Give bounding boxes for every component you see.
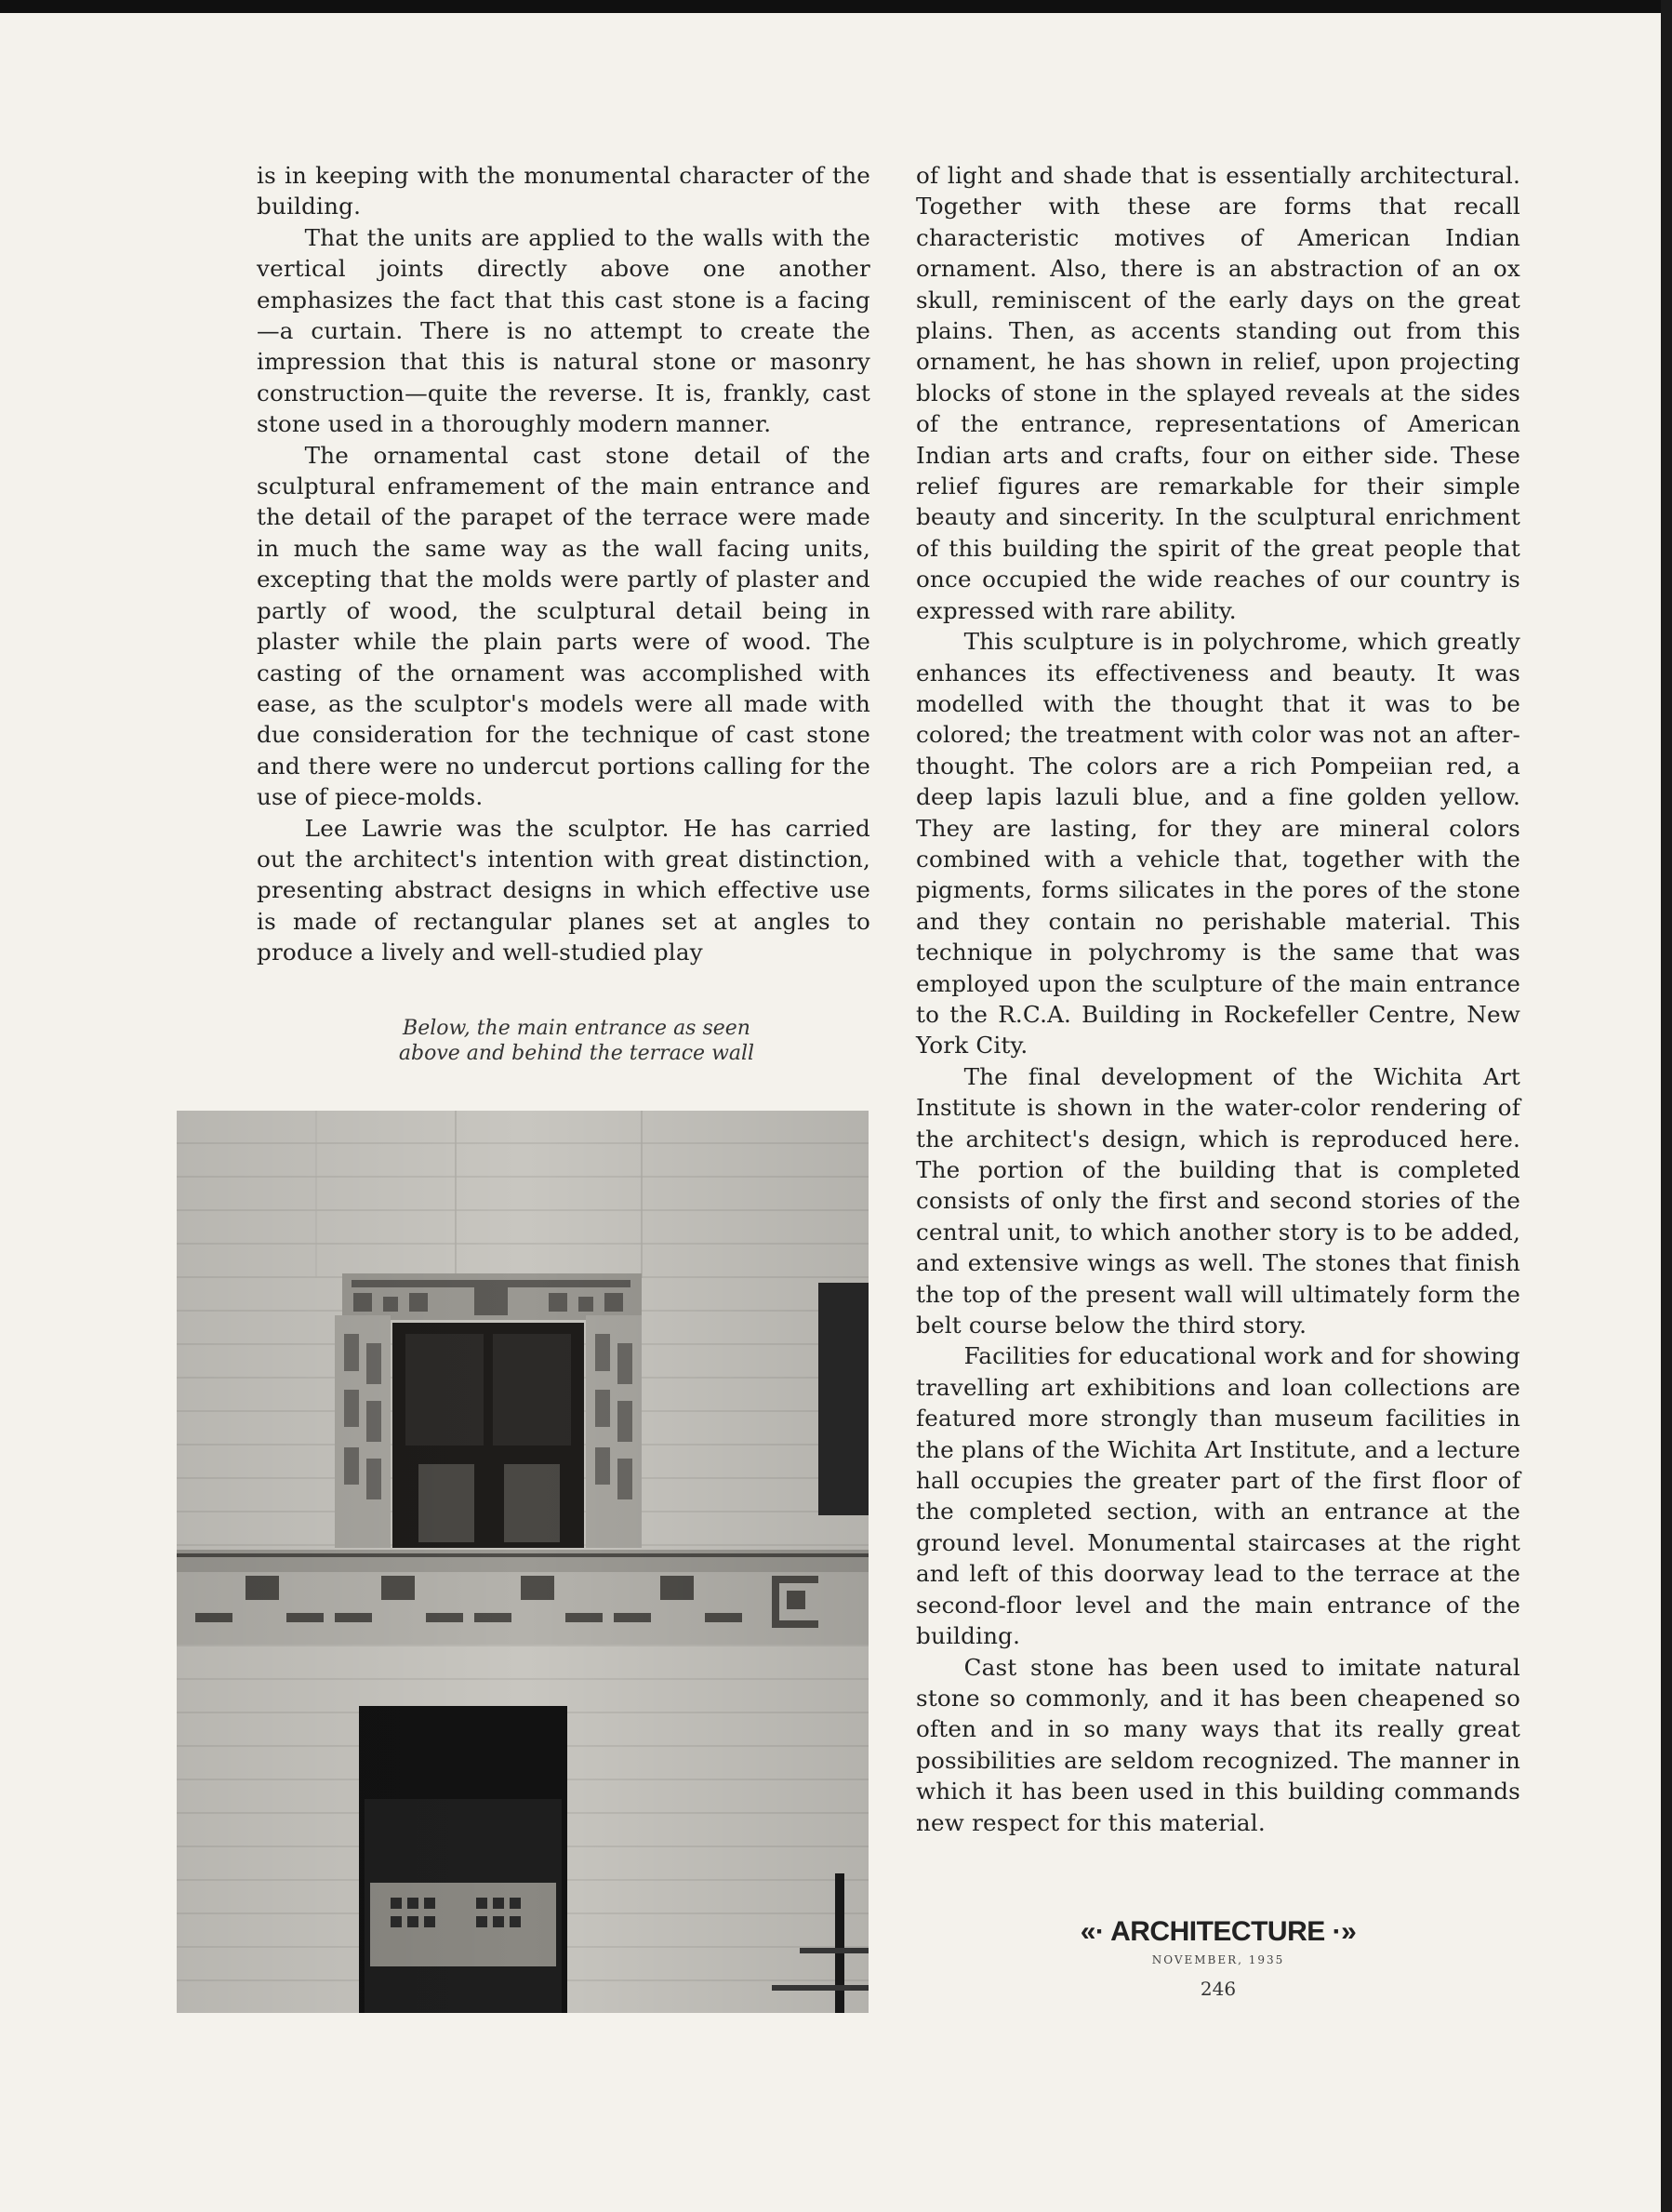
scan-border-top [0, 0, 1672, 13]
paragraph: Facilities for educational work and for showing travelling art exhibitions and loan collections are featured more strongly than museum facilities in the plans of the Wichita Art Institute, and a lecture hall occupies the greater part of the first floor of the completed section, with an entrance at the ground level. Monumental staircases at the right and left of this doorway lead to the terrace at the second-floor level and the main entrance of the building. [916, 1342, 1520, 1650]
paragraph: The final development of the Wichita Art Institute is shown in the water-color rendering of the architect's design, which is reproduced here. The portion of the building that is completed consists of only the first and second stories of the central unit, to which another story is to be added, and extensive wings as well. The stones that finish the top of the present wall will ultimately form the belt course below the third story. [916, 1062, 1520, 1339]
entrance-photograph [177, 1111, 869, 2013]
scan-border-right [1661, 0, 1672, 2212]
page-number: 246 [1200, 1978, 1237, 2000]
paragraph: is in keeping with the monumental character of the building. [257, 162, 870, 220]
paragraph: Lee Lawrie was the sculptor. He has carried out the architect's intention with great distinction, presenting abstract designs in which effective use is made of rectangular planes set at angles to produce a lively and well-studied play [257, 814, 870, 966]
paragraph: This sculpture is in polychrome, which greatly enhances its effectiveness and beauty. It was modelled with the thought that it was to be colored; the treatment with color was not an after-thought. The colors are a rich Pompeiian red, a deep lapis lazuli blue, and a fine golden yellow. They are lasting, for they are mineral colors combined with a vehicle that, together with the pigments, forms silicates in the pores of the stone and they contain no perishable material. This technique in polychromy is the same that was employed upon the sculpture of the main entrance to the R.C.A. Building in Rockefeller Centre, New York City. [916, 628, 1520, 1059]
magazine-logo: «· ARCHITECTURE ·» [1080, 1916, 1357, 1947]
paragraph: That the units are applied to the walls with the vertical joints directly above one another emphasizes the fact that this cast stone is a facing—a curtain. There is no attempt to create the impression that this is natural stone or masonry construction—quite the reverse. It is, frankly, cast stone used in a thoroughly modern manner. [257, 223, 870, 438]
paragraph: Cast stone has been used to imitate natural stone so commonly, and it has been cheapened so often and in so many ways that its really great possibilities are seldom recognized. The manner in which it has been used in this building commands new respect for this material. [916, 1653, 1520, 1836]
paragraph: The ornamental cast stone detail of the sculptural enframement of the main entrance and the detail of the parapet of the terrace were made in much the same way as the wall facing units, excepting that the molds were partly of plaster and partly of wood, the sculptural detail being in plaster while the plain parts were of wood. The casting of the ornament was accomplished with ease, as the sculptor's models were all made with due consideration for the technique of cast stone and there were no undercut portions calling for the use of piece-molds. [257, 441, 870, 811]
paragraph: of light and shade that is essentially architectural. Together with these are forms that recall characteristic motives of American Indian ornament. Also, there is an abstraction of an ox skull, reminiscent of the early days on the great plains. Then, as accents standing out from this ornament, he has shown in relief, upon projecting blocks of stone in the splayed reveals at the sides of the entrance, representations of American Indian arts and crafts, four on either side. These relief figures are remarkable for their simple beauty and sincerity. In the sculptural enrichment of this building the spirit of the great people that once occupied the wide reaches of our country is expressed with rare ability. [916, 162, 1520, 624]
issue-date: NOVEMBER, 1935 [1151, 1953, 1285, 1966]
left-text-column [257, 160, 870, 968]
photo-caption: Below, the main entrance as seen above and behind the terrace wall [398, 1017, 755, 1065]
right-text-column [916, 160, 1520, 1838]
